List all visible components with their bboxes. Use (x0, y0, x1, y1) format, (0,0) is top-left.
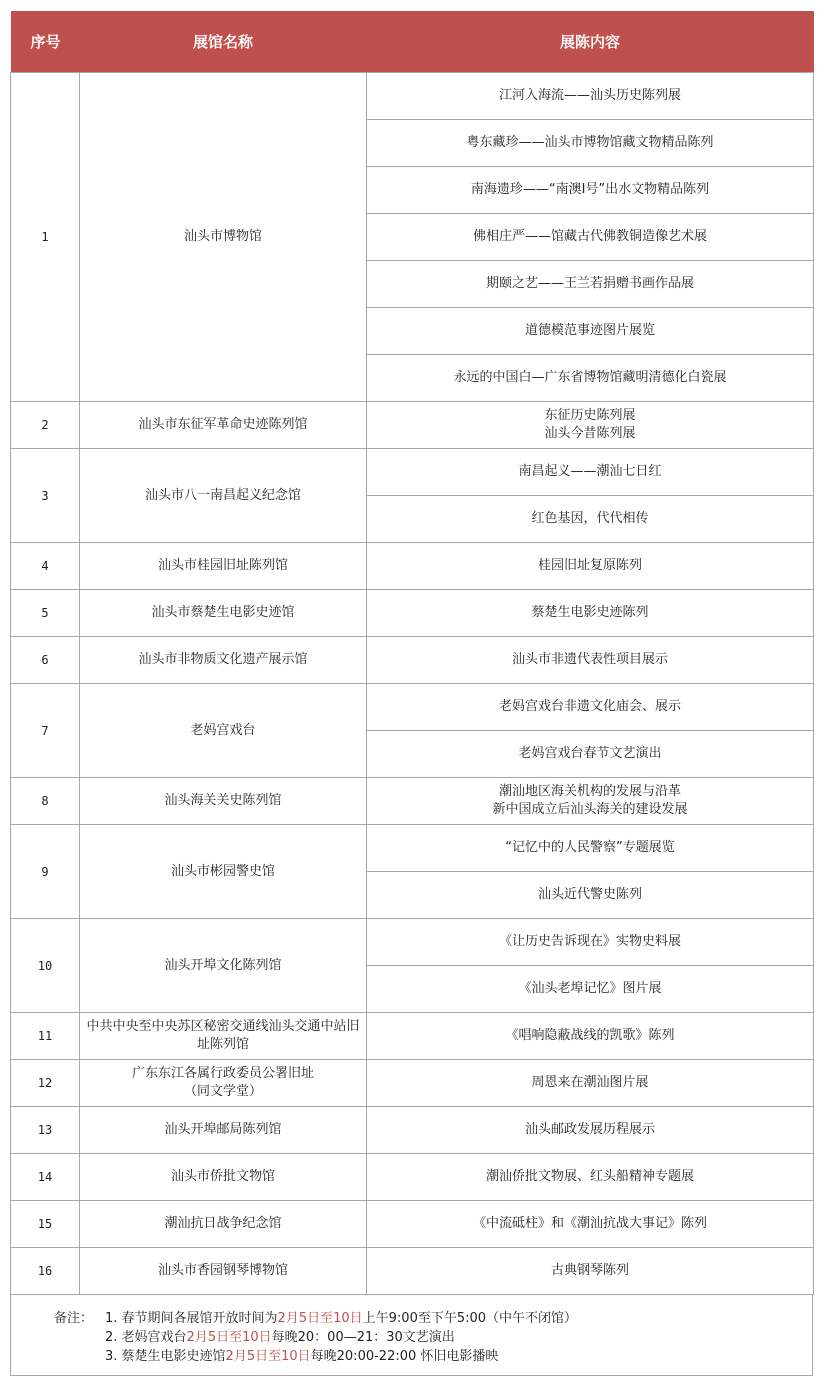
table-row (11, 919, 814, 966)
date-highlight: 2月5日至10日 (277, 1311, 363, 1326)
header-content: 展陈内容 (367, 11, 814, 73)
exhibit-content: 潮汕侨批文物展、红头船精神专题展 (367, 1154, 814, 1201)
venue-name: 汕头市香园钢琴博物馆 (80, 1248, 367, 1295)
header-venue: 展馆名称 (80, 11, 367, 73)
notes-label: 备注： (54, 1311, 94, 1326)
row-index: 9 (11, 825, 80, 919)
row-index: 1 (11, 73, 80, 402)
header-index: 序号 (11, 11, 80, 73)
exhibit-content: 桂园旧址复原陈列 (367, 543, 814, 590)
table-row (11, 590, 814, 637)
venue-name: 汕头市非物质文化遗产展示馆 (80, 637, 367, 684)
exhibit-content: 汕头邮政发展历程展示 (367, 1107, 814, 1154)
venue-name: 汕头市侨批文物馆 (80, 1154, 367, 1201)
exhibit-content: 《唱响隐蔽战线的凯歌》陈列 (367, 1013, 814, 1060)
table-row (11, 449, 814, 496)
exhibit-content: 佛相庄严——馆藏古代佛教铜造像艺术展 (367, 214, 814, 261)
exhibit-content: 江河入海流——汕头历史陈列展 (367, 73, 814, 120)
venue-name: 汕头海关关史陈列馆 (80, 778, 367, 825)
notes-section (10, 1295, 813, 1376)
exhibit-content: 老妈宫戏台春节文艺演出 (367, 731, 814, 778)
row-index: 8 (11, 778, 80, 825)
venue-name: 潮汕抗日战争纪念馆 (80, 1201, 367, 1248)
row-index: 7 (11, 684, 80, 778)
exhibit-content: 南海遗珍——“南澳I号”出水文物精品陈列 (367, 167, 814, 214)
row-index: 3 (11, 449, 80, 543)
venue-name: 汕头开埠文化陈列馆 (80, 919, 367, 1013)
venue-name: 汕头市桂园旧址陈列馆 (80, 543, 367, 590)
exhibit-content: 潮汕地区海关机构的发展与沿革 新中国成立后汕头海关的建设发展 (367, 778, 814, 825)
exhibit-content: 粤东藏珍——汕头市博物馆藏文物精品陈列 (367, 120, 814, 167)
venue-name: 汕头市彬园警史馆 (80, 825, 367, 919)
table-header-row (11, 11, 814, 73)
row-index: 13 (11, 1107, 80, 1154)
exhibit-content: 《汕头老埠记忆》图片展 (367, 966, 814, 1013)
table-row (11, 402, 814, 449)
exhibit-content: 道德模范事迹图片展览 (367, 308, 814, 355)
exhibit-content: 南昌起义——潮汕七日红 (367, 449, 814, 496)
venue-name: 中共中央至中央苏区秘密交通线汕头交通中站旧址陈列馆 (80, 1013, 367, 1060)
exhibit-content: 永远的中国白—广东省博物馆藏明清德化白瓷展 (367, 355, 814, 402)
row-index: 14 (11, 1154, 80, 1201)
row-index: 10 (11, 919, 80, 1013)
exhibit-content: 周恩来在潮汕图片展 (367, 1060, 814, 1107)
row-index: 12 (11, 1060, 80, 1107)
note-item-3: 3. 蔡楚生电影史迹馆2月5日至10日每晚20:00-22:00 怀旧电影播映 (105, 1349, 499, 1364)
row-index: 16 (11, 1248, 80, 1295)
table-row (11, 1154, 814, 1201)
row-index: 5 (11, 590, 80, 637)
date-highlight: 2月5日至10日 (225, 1349, 311, 1364)
row-index: 4 (11, 543, 80, 590)
exhibition-schedule (10, 11, 813, 1376)
exhibit-content: 红色基因，代代相传 (367, 496, 814, 543)
exhibit-content: 《让历史告诉现在》实物史料展 (367, 919, 814, 966)
venue-name: 汕头开埠邮局陈列馆 (80, 1107, 367, 1154)
table-row (11, 73, 814, 120)
row-index: 2 (11, 402, 80, 449)
exhibit-content: “记忆中的人民警察”专题展览 (367, 825, 814, 872)
venue-name: 汕头市东征军革命史迹陈列馆 (80, 402, 367, 449)
table-row (11, 1013, 814, 1060)
exhibit-content: 汕头市非遗代表性项目展示 (367, 637, 814, 684)
exhibit-content: 汕头近代警史陈列 (367, 872, 814, 919)
note-item-1: 备注： 1. 春节期间各展馆开放时间为2月5日至10日上午9:00至下午5:00（中午不闭馆） (54, 1311, 578, 1326)
table-row (11, 543, 814, 590)
venue-name: 汕头市八一南昌起义纪念馆 (80, 449, 367, 543)
row-index: 11 (11, 1013, 80, 1060)
table-row (11, 1060, 814, 1107)
table-row (11, 1201, 814, 1248)
table-body (11, 73, 814, 1295)
exhibit-content: 老妈宫戏台非遗文化庙会、展示 (367, 684, 814, 731)
date-highlight: 2月5日至10日 (186, 1330, 272, 1345)
table-row (11, 1107, 814, 1154)
note-item-2: 2. 老妈宫戏台2月5日至10日每晚20：00—21：30文艺演出 (105, 1330, 455, 1345)
table-row (11, 825, 814, 872)
exhibit-content: 《中流砥柱》和《潮汕抗战大事记》陈列 (367, 1201, 814, 1248)
exhibit-content: 蔡楚生电影史迹陈列 (367, 590, 814, 637)
table-row (11, 1248, 814, 1295)
table-row (11, 637, 814, 684)
venue-name: 汕头市蔡楚生电影史迹馆 (80, 590, 367, 637)
exhibit-content: 古典钢琴陈列 (367, 1248, 814, 1295)
row-index: 6 (11, 637, 80, 684)
table-row (11, 684, 814, 731)
exhibit-content: 东征历史陈列展 汕头今昔陈列展 (367, 402, 814, 449)
row-index: 15 (11, 1201, 80, 1248)
venue-name: 广东东江各属行政委员公署旧址 （同文学堂） (80, 1060, 367, 1107)
venue-name: 老妈宫戏台 (80, 684, 367, 778)
exhibition-table (10, 11, 814, 1295)
venue-name: 汕头市博物馆 (80, 73, 367, 402)
exhibit-content: 期颐之艺——王兰若捐赠书画作品展 (367, 261, 814, 308)
table-row (11, 778, 814, 825)
